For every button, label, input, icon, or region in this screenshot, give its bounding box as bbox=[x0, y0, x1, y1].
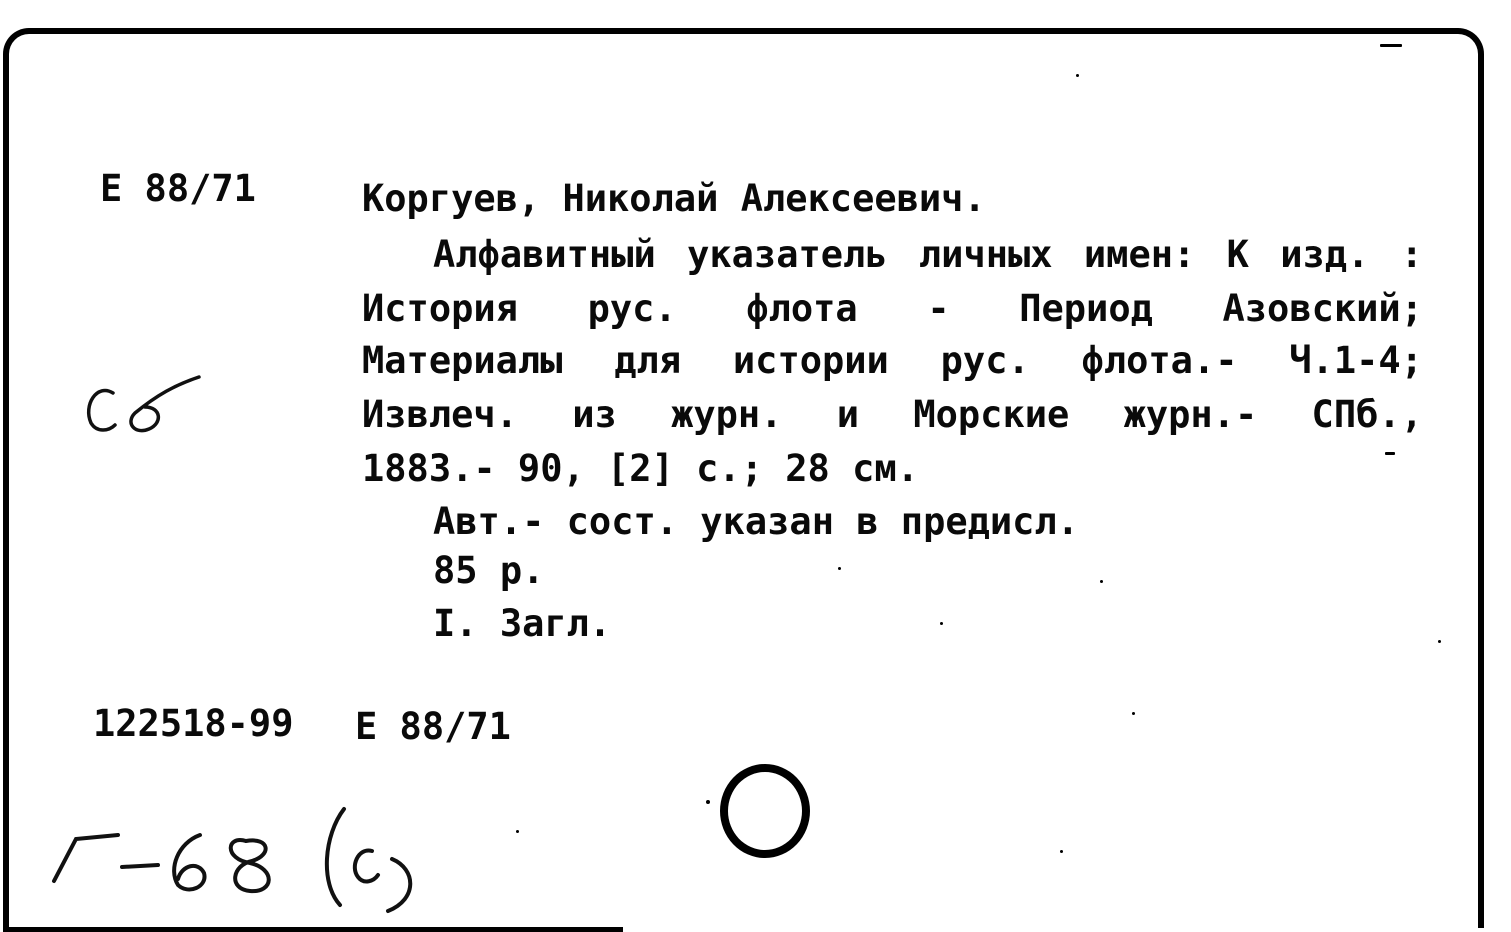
scan-speck bbox=[1100, 580, 1103, 583]
title-word: флота.- bbox=[1081, 339, 1238, 382]
title-word: личных bbox=[918, 233, 1053, 276]
handwritten-mark-left bbox=[75, 365, 215, 445]
title-word: Алфавитный bbox=[433, 233, 656, 276]
scan-speck bbox=[1438, 640, 1441, 643]
call-number-bottom: E 88/71 bbox=[355, 705, 511, 748]
title-word: История bbox=[362, 287, 518, 330]
title-word: Ч.1-4; bbox=[1289, 339, 1423, 382]
scan-speck bbox=[940, 622, 943, 625]
scan-speck bbox=[706, 800, 710, 804]
title-word: указатель bbox=[687, 233, 888, 276]
title-word: имен: bbox=[1083, 233, 1196, 276]
title-word: Морские bbox=[913, 393, 1070, 436]
title-word: рус. bbox=[587, 287, 677, 330]
title-word: К bbox=[1226, 233, 1249, 276]
title-line bbox=[433, 233, 1423, 276]
title-word: для bbox=[614, 339, 682, 382]
imprint-line: 1883.- 90, [2] с.; 28 см. bbox=[362, 447, 919, 490]
title-line bbox=[362, 339, 1423, 382]
title-word: Материалы bbox=[362, 339, 563, 382]
title-word: : bbox=[1400, 233, 1423, 276]
title-word: и bbox=[836, 393, 860, 436]
title-word: - bbox=[927, 287, 950, 330]
scan-speck bbox=[1385, 452, 1395, 455]
title-word: истории bbox=[732, 339, 889, 382]
punch-hole bbox=[720, 764, 810, 858]
title-word: Период bbox=[1019, 287, 1153, 330]
call-number-top: E 88/71 bbox=[100, 167, 256, 210]
price-line: 85 р. bbox=[433, 549, 545, 592]
note-line: Авт.- сост. указан в предисл. bbox=[433, 500, 1080, 543]
accession-number: 122518-99 bbox=[93, 702, 294, 745]
tracing-line: I. Загл. bbox=[433, 602, 612, 645]
author-heading: Коргуев, Николай Алексеевич. bbox=[362, 177, 986, 220]
handwritten-code bbox=[40, 795, 440, 925]
title-word: Азовский; bbox=[1222, 287, 1423, 330]
title-word: журн.- bbox=[1123, 393, 1258, 436]
title-word: СПб., bbox=[1311, 393, 1423, 436]
title-word: Извлеч. bbox=[362, 393, 518, 436]
title-word: рус. bbox=[940, 339, 1030, 382]
scan-speck bbox=[838, 567, 841, 570]
title-line bbox=[362, 287, 1423, 330]
title-word: флота bbox=[746, 287, 858, 330]
scan-speck bbox=[1060, 850, 1063, 853]
title-word: изд. bbox=[1280, 233, 1370, 276]
title-word: из bbox=[572, 393, 617, 436]
title-line bbox=[362, 393, 1423, 436]
title-word: журн. bbox=[671, 393, 783, 436]
scan-speck bbox=[516, 830, 519, 833]
scan-speck bbox=[1380, 44, 1402, 47]
scan-speck bbox=[1076, 74, 1079, 77]
scan-speck bbox=[1132, 712, 1135, 715]
